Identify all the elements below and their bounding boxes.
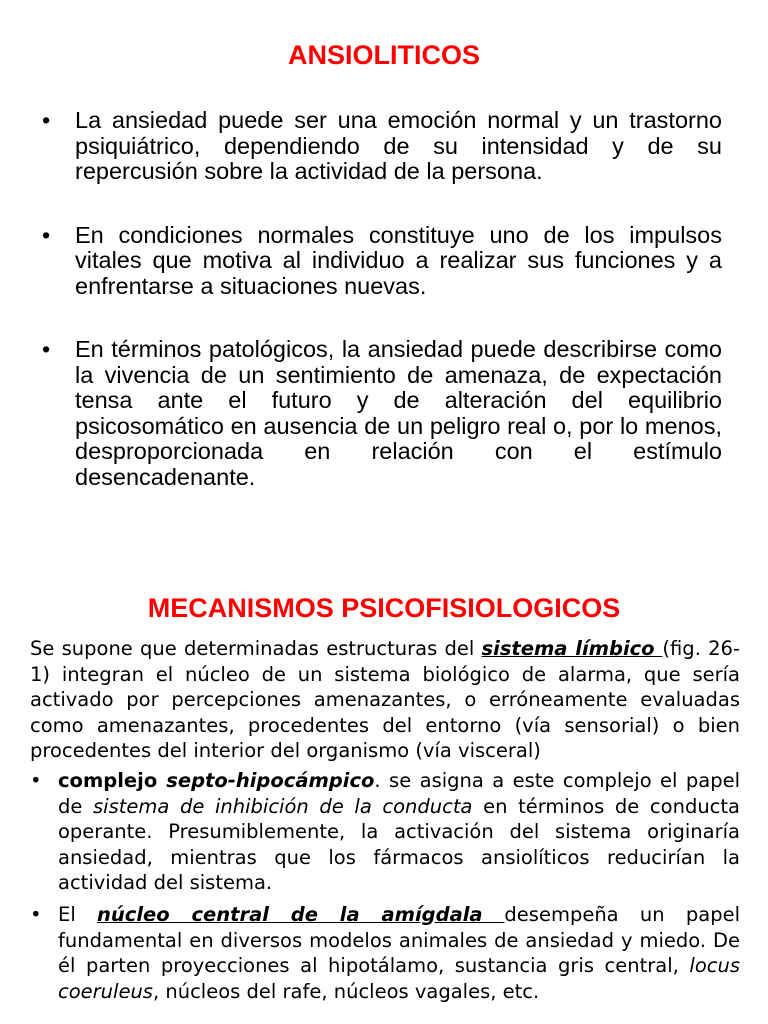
- bullet-text: [58, 902, 740, 1004]
- bullet-text: La ansiedad puede ser una emoción normal y un trastorno psiquiátrico, dependiendo de su intensidad y de su repercusión sobre la actividad de la persona.: [75, 107, 722, 184]
- bullet-text: En términos patológicos, la ansiedad puede describirse como la vivencia de un sentimiento de amenaza, de expectación tensa ante el futuro y de alteración del equilibrio psicosomático en ausencia de un peligro real o, por lo menos, desproporcionada en relación con el estímulo desencadenante.: [75, 336, 722, 490]
- bullet-icon: •: [30, 768, 42, 792]
- intro-paragraph: [30, 636, 740, 764]
- bullet-icon: •: [42, 221, 51, 248]
- term-septo-hipocampico: septo-hipocámpico: [166, 768, 375, 792]
- item-text: en términos de conducta operante. Presumiblemente, la activación del sistema originaría ansiedad, mientras que los fármacos ansiolíticos reducirían la actividad del sistema.: [58, 794, 740, 895]
- item-lead: complejo: [58, 768, 167, 792]
- page-title: ANSIOLITICOS: [287, 40, 480, 70]
- section-title: MECANISMOS PSICOFISIOLOGICOS: [147, 593, 621, 623]
- bullet-icon: •: [42, 107, 51, 133]
- list-item: [42, 337, 722, 490]
- item-text: desempeña un papel fundamental en diversos modelos animales de ansiedad y miedo. De él parten proyecciones al hipotálamo, sustancia gris central,: [58, 902, 740, 978]
- bullet-list: [42, 108, 722, 528]
- list-item: [42, 223, 722, 300]
- item-lead: El: [58, 902, 97, 926]
- bullet-icon: •: [42, 336, 51, 362]
- bullet-icon: •: [30, 902, 42, 926]
- term-nucleo-amigdala: núcleo central de la amígdala: [97, 902, 505, 926]
- section-body: [30, 636, 740, 1010]
- bullet-text: [58, 768, 740, 896]
- list-item: [42, 108, 722, 185]
- bullet-text: En condiciones normales constituye uno de los impulsos vitales que motiva al individuo a realizar sus funciones y a enfrentarse a situaciones nuevas.: [75, 221, 722, 299]
- list-item: [30, 902, 740, 1004]
- item-text: . se asigna a este complejo el papel de: [58, 768, 741, 818]
- list-item: [30, 768, 740, 896]
- item-text: , núcleos del rafe, núcleos vagales, etc.: [152, 979, 540, 1003]
- intro-text-end: (fig. 26-1) integran el núcleo de un sistema biológico de alarma, que sería activado por percepciones amenazantes, o erróneamente evaluadas como amenazantes, procedentes del entorno (vía sensorial) o bien procedentes del interior del organismo (vía visceral): [30, 637, 740, 763]
- italic-phrase: locus coeruleus: [58, 954, 740, 1003]
- italic-phrase: sistema de inhibición de la conducta: [93, 794, 473, 818]
- intro-text-start: Se supone que determinadas estructuras del: [30, 637, 482, 660]
- term-sistema-limbico: sistema límbico: [481, 637, 663, 660]
